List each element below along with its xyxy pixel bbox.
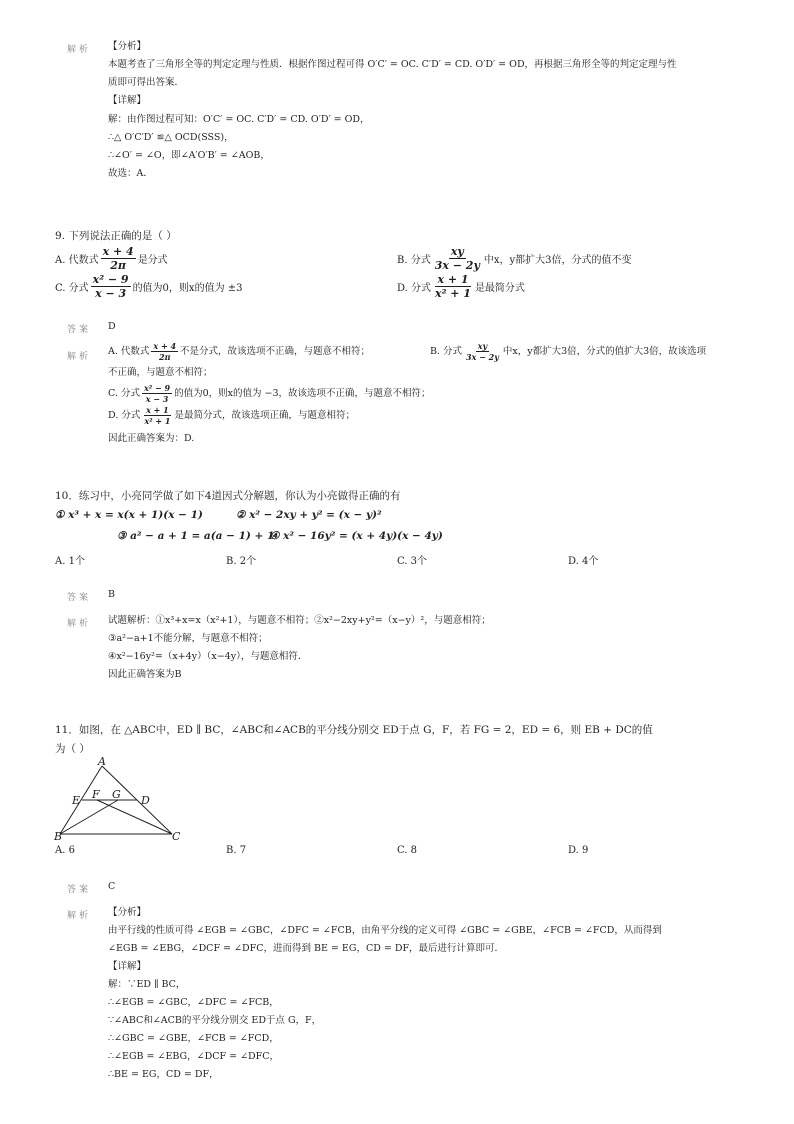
q9-analysis-b: B. 分式 $\frac{xy}{3x - 2y}$ 中x，y都扩大3倍，分式的值扩大3倍，故该选项 — [430, 341, 707, 362]
analysis-label-q10: 解析 — [67, 619, 92, 629]
q11-option-c: C. 8 — [397, 845, 418, 856]
q10-answer: B — [108, 589, 115, 600]
point-label-g: G — [112, 788, 121, 801]
triangle-figure — [50, 756, 190, 842]
answer-label-q10: 答案 — [67, 593, 92, 603]
q11-analysis-line-6: ∵∠ABC和∠ACB的平分线分别交 ED于点 G，F， — [108, 1015, 322, 1026]
q9-analysis-a-fraction: $\frac{x + 4}{2\pi}$ — [153, 341, 177, 362]
q11-analysis-line-8: ∴∠EGB = ∠EBG，∠DCF = ∠DFC， — [108, 1051, 280, 1062]
q9-option-c-prefix: C. 分式 — [55, 283, 89, 294]
q11-analysis-line-3: 【详解】 — [108, 961, 147, 972]
q8-analysis-line-4: 解：由作图过程可知：O′C′ = OC. C′D′ = CD. O′D′ = OD， — [108, 114, 370, 125]
q9-option-a-fraction: $\frac{x + 4}{2\pi}$ — [102, 245, 134, 272]
q11-analysis-line-5: ∴∠EGB = ∠GBC，∠DFC = ∠FCB， — [108, 997, 279, 1008]
q9-answer: D — [108, 321, 116, 332]
point-label-e: E — [72, 794, 81, 807]
q8-analysis-line-7: 故选：A． — [108, 168, 153, 179]
q8-analysis-line-3: 【详解】 — [108, 95, 147, 106]
q9-analysis-b-line2: 不正确，与题意不相符； — [108, 367, 213, 378]
q9-analysis-d-fraction: $\frac{x + 1}{\text{x² + 1}}$ — [144, 405, 171, 426]
q11-analysis-line-4: 解：∵ED ∥ BC， — [108, 979, 186, 990]
point-label-f: F — [92, 788, 100, 801]
vertex-label-c: C — [172, 830, 181, 842]
q9-analysis-c-fraction: $\frac{\text{x² − 9}}{x - 3}$ — [143, 383, 171, 404]
q10-option-a: A. 1个 — [55, 556, 85, 567]
vertex-label-a: A — [98, 756, 106, 768]
q10-item-3: ③ a² − a + 1 = a(a − 1) + 1 — [117, 530, 275, 542]
q11-analysis-line-0: 【分析】 — [108, 907, 147, 918]
q9-analysis-c: C. 分式 $\frac{\text{x² − 9}}{x - 3}$ 的值为0，则x的值为 −3，故该选项不正确，与题意不相符； — [108, 383, 431, 404]
q11-analysis-line-2: ∠EGB = ∠EBG，∠DCF = ∠DFC，进而得到 BE = EG，CD = DF，最后进行计算即可． — [108, 943, 505, 954]
q8-analysis-line-2: 质即可得出答案． — [108, 77, 185, 88]
q11-option-b: B. 7 — [226, 845, 247, 856]
q9-option-c-fraction: $\frac{\text{x² − 9}}{x - 3}$ — [92, 273, 129, 300]
q9-analysis-b-fraction: $\frac{xy}{3x - 2y}$ — [466, 341, 499, 362]
q11-option-d: D. 9 — [568, 845, 589, 856]
q9-option-c — [55, 274, 242, 299]
q9-analysis-d: D. 分式 $\frac{x + 1}{\text{x² + 1}}$ 是最简分式，故该选项正确，与题意相符； — [108, 405, 355, 426]
q10-option-b: B. 2个 — [226, 556, 257, 567]
q9-option-b-prefix: B. 分式 — [397, 255, 431, 266]
vertex-label-b: B — [54, 830, 63, 842]
q11-analysis-line-9: ∴BE = EG，CD = DF， — [108, 1069, 219, 1080]
q10-analysis-line-3: 因此正确答案为B — [108, 669, 182, 680]
q10-analysis-line-2: ④x²−16y²=（x+4y）（x−4y），与题意相符． — [108, 651, 308, 662]
q9-stem: 9. 下列说法正确的是（ ） — [55, 230, 177, 242]
q9-option-d-prefix: D. 分式 — [397, 283, 432, 294]
q9-option-b — [397, 246, 632, 271]
q11-option-a: A. 6 — [55, 845, 75, 856]
q9-conclusion: 因此正确答案为：D. — [108, 433, 195, 444]
q10-stem: 10．练习中，小亮同学做了如下4道因式分解题，你认为小亮做得正确的有 — [55, 490, 401, 502]
analysis-label-q9: 解析 — [67, 352, 92, 362]
q11-analysis-line-1: 由平行线的性质可得 ∠EGB = ∠GBC，∠DFC = ∠FCB，由角平分线的定义可得 ∠GBC = ∠GBE，∠FCB = ∠FCD，从而得到 — [108, 925, 662, 936]
q8-analysis-line-6: ∴∠O′ = ∠O，即∠A′O′B′ = ∠AOB， — [108, 150, 270, 161]
answer-label-q11: 答案 — [67, 885, 92, 895]
analysis-label-q8: 解析 — [67, 45, 92, 55]
q9-option-a-prefix: A. 代数式 — [55, 255, 99, 266]
q11-answer: C — [108, 881, 116, 892]
q10-item-2: ② x² − 2xy + y² = (x − y)² — [236, 509, 382, 521]
q8-analysis-line-1: 本题考查了三角形全等的判定定理与性质．根据作图过程可得 O′C′ = OC. C′D′ = CD. O′D′ = OD，再根据三角形全等的判定定理与性 — [108, 59, 677, 70]
q9-option-a — [55, 246, 168, 271]
q9-option-d-suffix: 是最简分式 — [474, 283, 525, 294]
q10-analysis-line-0: 试题解析：①x³+x=x（x²+1），与题意不相符；②x²−2xy+y²=（x−y）²，与题意相符； — [108, 615, 491, 626]
q8-analysis-line-0: 【分析】 — [108, 41, 147, 52]
q9-option-d-fraction: $\frac{x + 1}{\text{x² + 1}}$ — [435, 273, 471, 300]
q10-analysis-line-1: ③a²−a+1不能分解，与题意不相符； — [108, 633, 268, 644]
q10-item-4: ④ x² − 16y² = (x + 4y)(x − 4y) — [270, 530, 443, 542]
q9-option-d — [397, 274, 525, 299]
point-label-d: D — [141, 794, 150, 807]
q11-stem-line2: 为（ ） — [55, 743, 90, 755]
q10-option-c: C. 3个 — [397, 556, 428, 567]
answer-label-q9: 答案 — [67, 325, 92, 335]
q9-option-b-fraction: $\frac{xy}{3x - 2y}$ — [434, 245, 480, 272]
q9-option-a-suffix: 是分式 — [137, 255, 168, 266]
q10-item-1: ① x³ + x = x(x + 1)(x − 1) — [55, 509, 203, 521]
q9-option-c-suffix: 的值为0，则x的值为 ±3 — [132, 283, 243, 294]
q11-analysis-line-7: ∴∠GBC = ∠GBE，∠FCB = ∠FCD， — [108, 1033, 279, 1044]
q10-option-d: D. 4个 — [568, 556, 599, 567]
analysis-label-q11: 解析 — [67, 911, 92, 921]
q8-analysis-line-5: ∴△ O′C′D′ ≌△ OCD(SSS)， — [108, 132, 234, 143]
q9-analysis-a: A. 代数式 $\frac{x + 4}{2\pi}$ 不是分式，故该选项不正确，与题意不相符； — [108, 341, 371, 362]
q9-option-b-suffix: 中x，y都扩大3倍，分式的值不变 — [483, 255, 632, 266]
segment-CF — [97, 800, 172, 834]
q11-stem-line1: 11．如图，在 △ABC中，ED ∥ BC，∠ABC和∠ACB的平分线分别交 ED于点 G，F，若 FG = 2，ED = 6，则 EB + DC的值 — [55, 724, 653, 736]
